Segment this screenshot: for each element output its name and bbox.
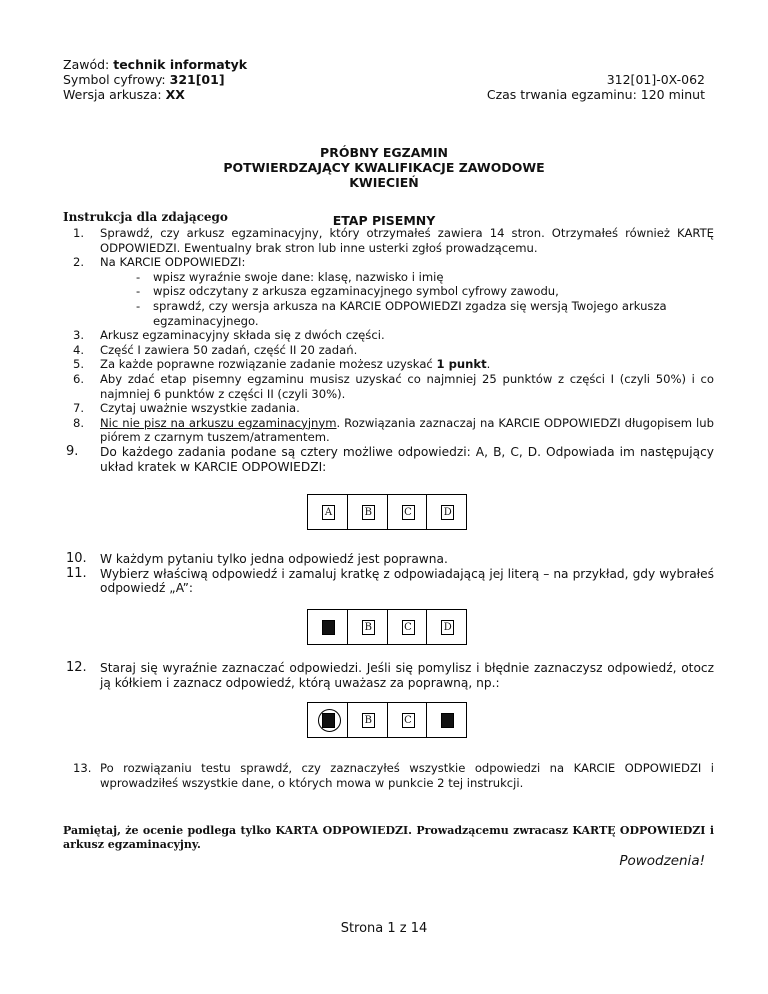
instructions-heading: Instrukcja dla zdającego	[63, 210, 228, 224]
answer-cell-a	[308, 495, 347, 529]
answer-cell-d	[426, 610, 466, 644]
zawod-line	[63, 57, 247, 72]
instructions-list-cont-3	[63, 761, 714, 790]
zawod-label: Zawód:	[63, 57, 114, 72]
title-line-3: KWIECIEŃ	[349, 175, 419, 190]
instruction-item	[63, 445, 714, 474]
item-text: Staraj się wyraźnie zaznaczać odpowiedzi. Jeśli się pomylisz i błędnie zaznaczysz odpowiedź, otocz ją kółkiem i zaznacz odpowiedź, którą uważasz za poprawną, np.:	[100, 661, 714, 690]
item-number: 1.	[73, 226, 85, 240]
item-text-underlined: Nic nie pisz na arkuszu egzaminacyjnym	[100, 415, 337, 430]
answer-cell-b	[347, 610, 387, 644]
item-text: Aby zdać etap pisemny egzaminu musisz uzyskać co najmniej 25 punktów z części I (czyli 50%) i co najmniej 6 punktów z części II (czyli 30%).	[100, 371, 714, 401]
zawod-value: technik informatyk	[113, 57, 248, 72]
item-number: 13.	[73, 761, 92, 775]
answer-grid-example-1	[307, 494, 467, 530]
answer-box-b: B	[362, 713, 375, 728]
exam-duration: Czas trwania egzaminu: 120 minut	[486, 87, 705, 102]
item-text: .	[486, 357, 491, 372]
answer-grid-example-3	[307, 702, 467, 738]
header-left	[63, 57, 247, 102]
answer-box-d: D	[441, 620, 454, 635]
answer-box-d: D	[441, 505, 454, 520]
instructions-list-cont	[63, 552, 714, 596]
answer-box-a: A	[322, 505, 335, 520]
item-text: Część I zawiera 50 zadań, część II 20 zadań.	[100, 342, 358, 357]
symbol-label: Symbol cyfrowy:	[63, 72, 170, 87]
answer-cell-b	[347, 703, 387, 737]
item-number: 3.	[73, 328, 85, 343]
item-text: Sprawdź, czy arkusz egzaminacyjny, który otrzymałeś zawiera 14 stron. Otrzymałeś również KARTĘ ODPOWIEDZI. Ewentualny brak stron lub inne usterki zgłoś prowadzącemu.	[100, 226, 714, 255]
item-text: W każdym pytaniu tylko jedna odpowiedź jest poprawna.	[100, 552, 448, 566]
title-line-1: PRÓBNY EGZAMIN	[320, 145, 448, 160]
answer-box-d-filled	[441, 713, 454, 728]
sub-item-text: wpisz wyraźnie swoje dane: klasę, nazwisko i imię	[153, 269, 444, 284]
answer-box-b: B	[362, 620, 375, 635]
item-number: 12.	[66, 660, 87, 675]
item-text: Na KARCIE ODPOWIEDZI:	[100, 255, 246, 270]
answer-cell-d	[426, 703, 466, 737]
instruction-item	[63, 661, 714, 690]
item-number: 9.	[66, 443, 79, 459]
item-number: 6.	[73, 371, 85, 386]
item-text-bold: 1 punkt	[436, 357, 487, 372]
answer-box-c: C	[402, 713, 415, 728]
sub-item	[63, 284, 714, 299]
answer-cell-c	[387, 495, 427, 529]
exam-code: 312[01]-0X-062	[606, 72, 705, 87]
item-number: 5.	[73, 357, 85, 372]
answer-box-c: C	[402, 505, 415, 520]
instruction-item	[63, 255, 714, 270]
answer-cell-b	[347, 495, 387, 529]
instruction-item	[63, 226, 714, 255]
sub-item	[63, 299, 714, 328]
symbol-value: 321[01]	[169, 72, 225, 87]
answer-grid-example-2	[307, 609, 467, 645]
answer-box-a-circled	[322, 713, 335, 728]
sub-item-text: sprawdź, czy wersja arkusza na KARCIE ODPOWIEDZI zgadza się wersją Twojego arkusza egzaminacyjnego.	[153, 298, 667, 328]
item-text: Po rozwiązaniu testu sprawdź, czy zaznaczyłeś wszystkie odpowiedzi na KARCIE ODPOWIEDZI i wprowadziłeś wszystkie dane, o których mowa w punkcie 2 tej instrukcji.	[100, 761, 714, 790]
dash: -	[136, 284, 141, 299]
sub-item	[63, 270, 714, 285]
stage-title: ETAP PISEMNY	[332, 213, 436, 228]
instruction-item	[63, 343, 714, 358]
instructions-list-cont-2	[63, 661, 714, 690]
item-text: Wybierz właściwą odpowiedź i zamaluj kratkę z odpowiadającą jej literą – na przykład, gdy wybrałeś odpowiedź „A”:	[100, 566, 714, 596]
instruction-item	[63, 328, 714, 343]
item-text: Arkusz egzaminacyjny składa się z dwóch części.	[100, 328, 385, 343]
answer-box-b: B	[362, 505, 375, 520]
reminder-note: Pamiętaj, że ocenie podlega tylko KARTA ODPOWIEDZI. Prowadzącemu zwracasz KARTĘ ODPOWIEDZI i arkusz egzaminacyjny.	[63, 824, 714, 851]
instruction-item	[63, 416, 714, 445]
item-number: 8.	[73, 415, 85, 430]
wersja-label: Wersja arkusza:	[63, 87, 166, 102]
answer-cell-d	[426, 495, 466, 529]
instruction-item	[63, 567, 714, 596]
title-line-2: POTWIERDZAJĄCY KWALIFIKACJE ZAWODOWE	[223, 160, 545, 175]
instruction-item	[63, 372, 714, 401]
instructions-list	[63, 226, 714, 474]
answer-cell-c	[387, 610, 427, 644]
dash: -	[136, 269, 141, 284]
item-number: 2.	[73, 255, 85, 270]
instruction-item	[63, 552, 714, 567]
item-text: Do każdego zadania podane są cztery możliwe odpowiedzi: A, B, C, D. Odpowiada im następujący układ kratek w KARCIE ODPOWIEDZI:	[100, 444, 714, 474]
answer-box-c: C	[402, 620, 415, 635]
wersja-line	[63, 87, 247, 102]
answer-cell-a	[308, 610, 347, 644]
item-number: 7.	[73, 401, 85, 416]
sub-item-text: wpisz odczytany z arkusza egzaminacyjnego symbol cyfrowy zawodu,	[153, 284, 559, 299]
instruction-item	[63, 357, 714, 372]
answer-cell-a	[308, 703, 347, 737]
good-luck-text: Powodzenia!	[619, 853, 705, 869]
item-text: Za każde poprawne rozwiązanie zadanie możesz uzyskać	[100, 357, 437, 372]
item-number: 4.	[73, 342, 85, 357]
instruction-item	[63, 761, 714, 790]
wersja-value: XX	[165, 87, 185, 102]
symbol-line	[63, 72, 247, 87]
dash: -	[136, 298, 141, 313]
item-text: Czytaj uważnie wszystkie zadania.	[100, 401, 300, 416]
answer-box-a-filled	[322, 620, 335, 635]
header-right	[487, 72, 705, 102]
item-number: 11.	[66, 565, 87, 581]
page-number: Strona 1 z 14	[340, 921, 428, 936]
instruction-item	[63, 401, 714, 416]
answer-cell-c	[387, 703, 427, 737]
item-text: . Rozwiązania zaznaczaj na KARCIE ODPOWIEDZI długopisem lub piórem z czarnym tuszem/atramentem.	[100, 415, 714, 445]
item-number: 10.	[66, 551, 87, 566]
